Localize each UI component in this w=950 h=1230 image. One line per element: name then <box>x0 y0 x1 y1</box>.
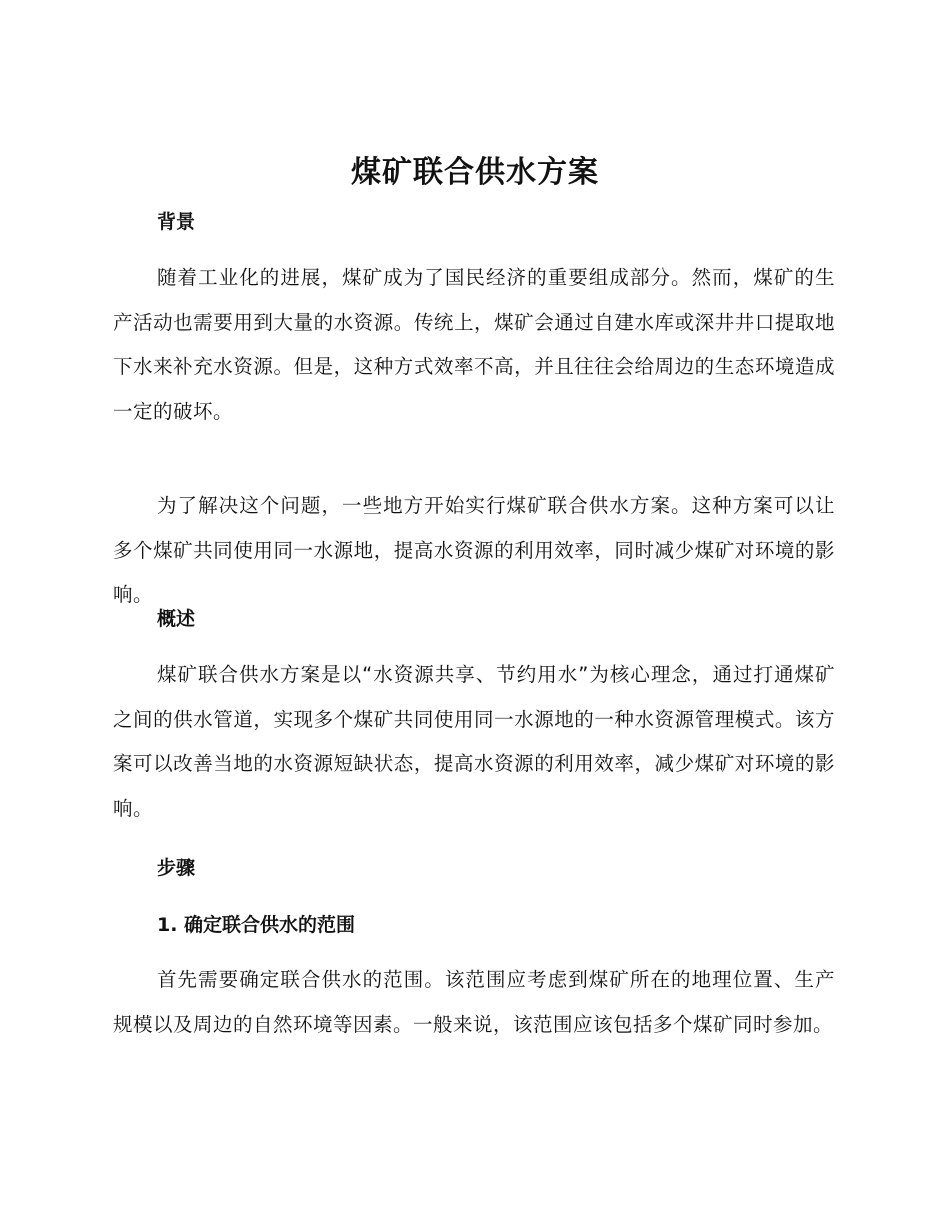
paragraph-overview-1: 煤矿联合供水方案是以“水资源共享、节约用水”为核心理念，通过打通煤矿之间的供水管道，实现多个煤矿共同使用同一水源地的一种水资源管理模式。该方案可以改善当地的水资源短缺状态，提高水资源的利用效率，减少煤矿对环境的影响。 <box>113 663 835 820</box>
section-heading-background: 背景 <box>157 211 196 233</box>
section-heading-steps: 步骤 <box>157 857 196 879</box>
document-title: 煤矿联合供水方案 <box>351 155 599 190</box>
paragraph-background-2: 为了解决这个问题，一些地方开始实行煤矿联合供水方案。这种方案可以让多个煤矿共同使用同一水源地，提高水资源的利用效率，同时减少煤矿对环境的影响。 <box>113 494 835 606</box>
section-heading-overview: 概述 <box>157 608 196 630</box>
paragraph-step-1: 首先需要确定联合供水的范围。该范围应考虑到煤矿所在的地理位置、生产规模以及周边的自然环境等因素。一般来说，该范围应该包括多个煤矿同时参加。 <box>113 968 835 1036</box>
step-1-heading: 1. 确定联合供水的范围 <box>157 914 356 936</box>
paragraph-background-1: 随着工业化的进展，煤矿成为了国民经济的重要组成部分。然而，煤矿的生产活动也需要用到大量的水资源。传统上，煤矿会通过自建水库或深井井口提取地下水来补充水资源。但是，这种方式效率不高，并且往往会给周边的生态环境造成一定的破坏。 <box>113 266 835 423</box>
